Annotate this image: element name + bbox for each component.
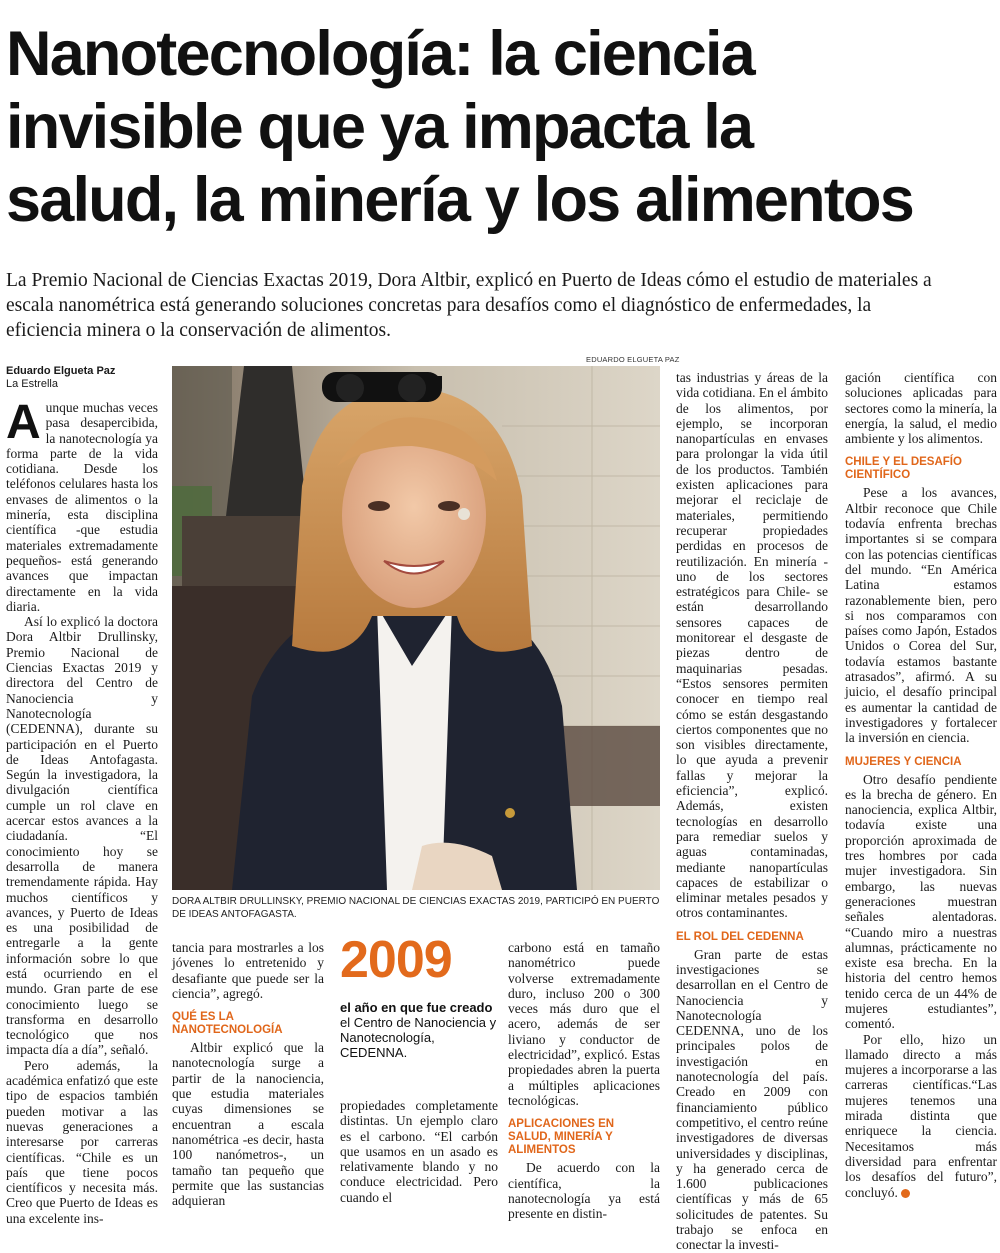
drop-cap: A — [6, 396, 41, 449]
highlight-number: 2009 — [340, 931, 452, 989]
paragraph-text: Por ello, hizo un llamado directo a más mujeres a incorporarse a las carreras científicas.“Las mujeres tenemos una mirada distinta que enriquece la ciencia. Necesitamos más diversidad para enfrentar los desafíos del futuro”, concluyó. — [845, 1031, 997, 1200]
paragraph: Altbir explicó que la nanotecnología surge a partir de la nanociencia, que estudia materiales cuyas dimensiones se encuentran a escala nanométrica -es decir, hasta 100 nanómetros-, un tamaño tan pequeño que permite que las sustancias adquieran — [172, 1040, 324, 1209]
subhead-line-3: eficiencia minera o la conservación de alimentos. — [6, 320, 391, 341]
byline — [6, 365, 115, 391]
highlight-rest: el Centro de Nanociencia y Nanotecnología, CEDENNA. — [340, 1015, 497, 1060]
section-heading: EL ROL DEL CEDENNA — [676, 930, 804, 943]
section-heading: CHILE Y EL DESAFÍO CIENTÍFICO — [845, 456, 962, 482]
paragraph: Pese a los avances, Altbir reconoce que Chile todavía enfrenta brechas importantes si se compara con las potencias científicas del mundo. “En América Latina estamos razonablemente bien, pero si nos comparamos con países como Japón, Estados Unidos o Corea del Sur, todavía estamos bastante atrasados”, afirmó. A su juicio, el desafío principal es aumentar la cantidad de investigadores y fortalecer la inversión en ciencia. — [845, 485, 997, 746]
paragraph: propiedades completamente distintas. Un ejemplo claro es el carbono. “El carbón que usamos en un asado es relativamente blando y no conduce electricidad. Pero cuando el — [340, 1098, 498, 1205]
paragraph: Pero además, la académica enfatizó que este tipo de espacios también pueden motivar a las nuevas generaciones a interesarse por carreras científicas. “Chile es un país que tiene pocos científicos y necesita más. Creo que Puerto de Ideas es una excelente ins- — [6, 1057, 158, 1226]
photo-credit: EDUARDO ELGUETA PAZ — [586, 355, 680, 364]
portrait-illustration — [172, 366, 660, 890]
headline-line-3: salud, la minería y los alimentos — [6, 165, 913, 235]
portrait-photo — [172, 366, 660, 890]
article-column-1 — [6, 396, 158, 1226]
section-heading: MUJERES Y CIENCIA — [845, 755, 962, 768]
article-column-5 — [676, 370, 828, 1253]
paragraph: tancia para mostrarles a los jóvenes lo entretenido y desafiante que puede ser la ciencia”, agregó. — [172, 940, 324, 1001]
article-column-2 — [172, 940, 324, 1208]
paragraph: carbono está en tamaño nanométrico puede volverse extremadamente duro, incluso 200 o 300 veces más duro que el acero, además de ser liviano y conductor de electricidad”, explicó. Estas propiedades abren la puerta a múltiples aplicaciones tecnológicas. — [508, 940, 660, 1108]
photo-caption: DORA ALTBIR DRULLINSKY, PREMIO NACIONAL DE CIENCIAS EXACTAS 2019, PARTICIPÓ EN PUERTO DE IDEAS ANTOFAGASTA. — [172, 896, 660, 920]
article-column-3 — [340, 1098, 498, 1205]
subhead-line-1: La Premio Nacional de Ciencias Exactas 2019, Dora Altbir, explicó en Puerto de Ideas cómo el estudio de materiales a — [6, 270, 932, 291]
outlet-name: La Estrella — [6, 378, 58, 390]
headline-line-2: invisible que ya impacta la — [6, 92, 753, 162]
paragraph: Gran parte de estas investigaciones se desarrollan en el Centro de Nanociencia y Nanotecnología CEDENNA, uno de los principales polos de investigación en nanotecnología del país. Creado en 2009 con financiamiento público competitivo, el centro reúne investigadores de diversas universidades y disciplinas, y ha generado cerca de 1.600 publicaciones científicas y más de 65 solicitudes de patentes. Su trabajo se enfoca en conectar la investi- — [676, 946, 828, 1253]
paragraph: gación científica con soluciones aplicadas para sectores como la minería, la energía, la salud, el medio ambiente y los alimentos. — [845, 370, 997, 447]
section-heading: APLICACIONES EN SALUD, MINERÍA Y ALIMENTOS — [508, 1118, 615, 1157]
section-heading: QUÉ ES LA NANOTECNOLOGÍA — [172, 1011, 283, 1037]
paragraph — [845, 1032, 997, 1200]
subhead-line-2: escala nanométrica está generando soluciones concretas para desafíos como el diagnóstico de enfermedades, la — [6, 295, 872, 316]
end-mark-icon: ✪ — [901, 1189, 910, 1198]
paragraph: unque muchas veces pasa desapercibida, la nanotecnología ya forma parte de la vida cotidiana. Desde los teléfonos celulares hasta los envases de alimentos o la minería, esta disciplina científica -que estudia materiales extremadamente pequeños- está generando avances que impactan directamente en la vida diaria. — [6, 400, 158, 614]
article-column-6 — [845, 370, 997, 1200]
highlight-bold: el año en que fue creado — [340, 1000, 493, 1015]
article-column-4 — [508, 940, 660, 1221]
headline-line-1: Nanotecnología: la ciencia — [6, 19, 754, 89]
subheadline — [6, 268, 996, 343]
author-name: Eduardo Elgueta Paz — [6, 365, 116, 377]
paragraph: tas industrias y áreas de la vida cotidiana. En el ámbito de los alimentos, por ejemplo, se incorporan nanopartículas en envases para prolongar la vida útil de los productos. También existen aplicaciones para mejorar el reciclaje de materiales, permitiendo recuperar propiedades perdidas en procesos de reutilización. En minería -uno de los sectores estratégicos para Chile- se están desarrollando sensores capaces de monitorear el desgaste de piezas dentro de maquinarias pesadas. “Estos sensores permiten conocer en tiempo real cómo se están desgastando ciertos componentes que no son visibles directamente, lo que ayuda a prevenir fallas y mejorar la eficiencia”, explicó. Además, existen tecnologías en desarrollo para remediar suelos y aguas contaminadas, mediante nanopartículas capaces de estabilizar o eliminar metales pesados y otros contaminantes. — [676, 370, 828, 921]
highlight-text — [340, 1000, 500, 1060]
paragraph: Otro desafío pendiente es la brecha de género. En nanociencia, explica Altbir, todavía existe una proporción aproximada de tres hombres por cada mujer investigadora. Sin embargo, las nuevas generaciones muestran señales alentadoras. “Cuando miro a nuestras alumnas, prácticamente no existe esa brecha. En la historia del centro hemos tenido cerca de un 44% de mujeres estudiantes”, comentó. — [845, 771, 997, 1032]
paragraph: Así lo explicó la doctora Dora Altbir Drullinsky, Premio Nacional de Ciencias Exactas 2019 y directora del Centro de Nanociencia y Nanotecnología (CEDENNA), durante su participación en el Puerto de Ideas Antofagasta. Según la investigadora, la divulgación científica cumple un rol clave en acercar estos avances a la ciudadanía. “El conocimiento hoy se desarrolla de manera tremendamente rápida. Hay muchos científicos y avances, y Puerto de Ideas es una posibilidad de entregarle a la gente información sobre lo que está ocurriendo en el mundo. Gran parte de ese conocimiento luego se transforma en desarrollo tecnológico que nos impacta día a día”, señaló. — [6, 614, 158, 1058]
headline — [6, 18, 998, 237]
paragraph: De acuerdo con la científica, la nanotecnología ya está presente en distin- — [508, 1160, 660, 1222]
